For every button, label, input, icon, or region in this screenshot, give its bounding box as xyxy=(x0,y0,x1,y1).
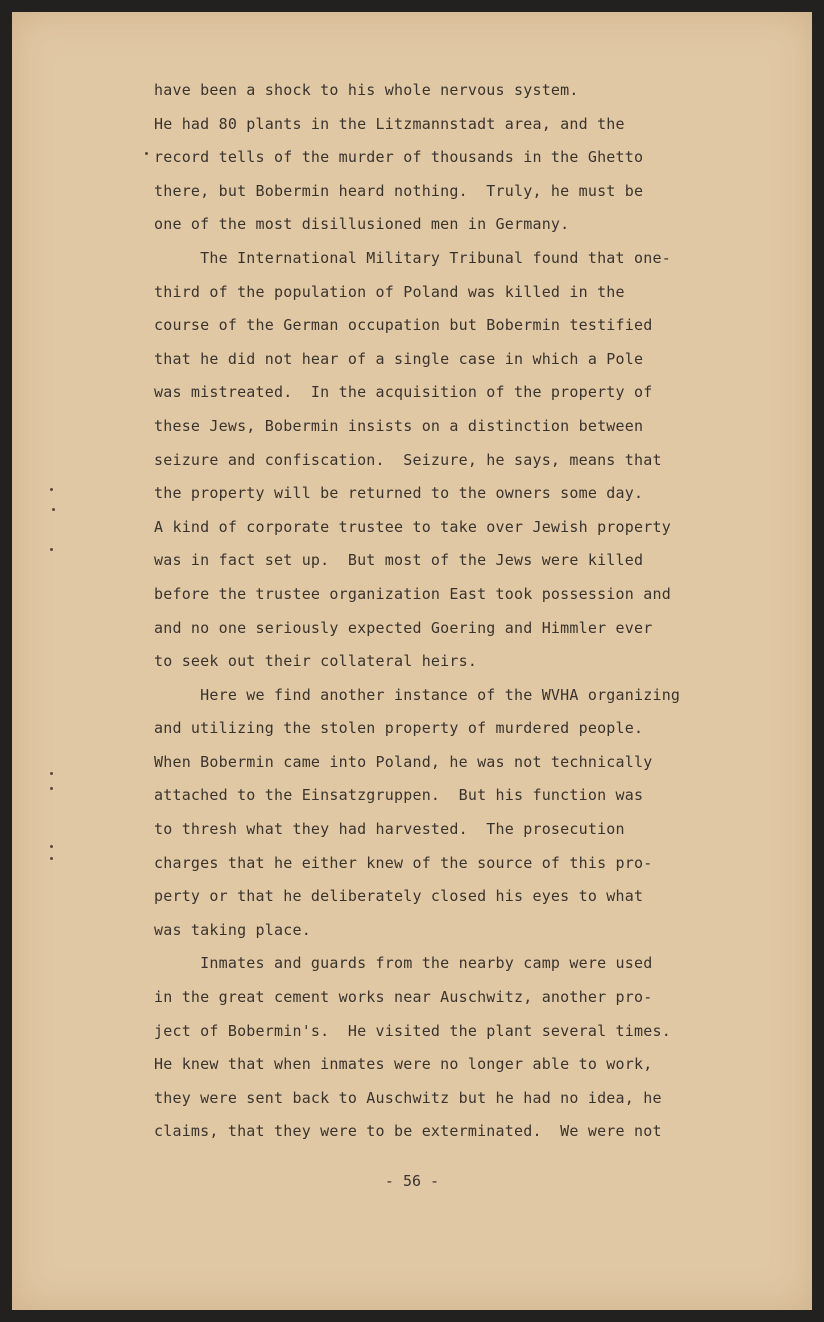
text-line: perty or that he deliberately closed his eyes to what xyxy=(154,887,644,906)
punch-mark xyxy=(52,508,55,511)
text-line: record tells of the murder of thousands in the Ghetto xyxy=(154,148,644,167)
text-line: and no one seriously expected Goering and Himmler ever xyxy=(154,618,653,637)
text-line: was taking place. xyxy=(154,920,311,939)
text-line: He knew that when inmates were no longer able to work, xyxy=(154,1055,653,1074)
text-line: these Jews, Bobermin insists on a distinction between xyxy=(154,416,644,435)
punch-mark xyxy=(145,152,148,155)
body-text xyxy=(154,74,754,1149)
punch-mark xyxy=(50,845,53,848)
text-line: A kind of corporate trustee to take over Jewish property xyxy=(154,517,671,536)
text-line: He had 80 plants in the Litzmannstadt area, and the xyxy=(154,114,625,133)
text-line: The International Military Tribunal found that one- xyxy=(154,248,671,267)
punch-mark xyxy=(50,488,53,491)
text-line: to seek out their collateral heirs. xyxy=(154,652,478,671)
text-line: was in fact set up. But most of the Jews were killed xyxy=(154,551,644,570)
text-line: have been a shock to his whole nervous system. xyxy=(154,81,579,99)
text-line: they were sent back to Auschwitz but he had no idea, he xyxy=(154,1088,662,1107)
text-line: claims, that they were to be exterminated. We were not xyxy=(154,1122,662,1141)
text-line: one of the most disillusioned men in Germany. xyxy=(154,215,570,234)
text-line: the property will be returned to the owners some day. xyxy=(154,484,644,503)
text-line: to thresh what they had harvested. The prosecution xyxy=(154,820,625,839)
text-line: in the great cement works near Auschwitz, another pro- xyxy=(154,988,653,1007)
text-line: there, but Bobermin heard nothing. Truly, he must be xyxy=(154,181,644,200)
text-line: seizure and confiscation. Seizure, he says, means that xyxy=(154,450,662,469)
text-line: that he did not hear of a single case in which a Pole xyxy=(154,349,644,368)
text-line: and utilizing the stolen property of murdered people. xyxy=(154,719,644,738)
text-line: Here we find another instance of the WVHA organizing xyxy=(154,685,681,704)
page-number: - 56 - xyxy=(384,1172,440,1190)
text-line: before the trustee organization East took possession and xyxy=(154,584,671,603)
punch-mark xyxy=(50,548,53,551)
text-line: ject of Bobermin's. He visited the plant several times. xyxy=(154,1021,671,1040)
text-line: charges that he either knew of the source of this pro- xyxy=(154,853,653,872)
text-line: course of the German occupation but Bobermin testified xyxy=(154,316,653,335)
punch-mark xyxy=(50,787,53,790)
text-line: third of the population of Poland was killed in the xyxy=(154,282,625,301)
punch-mark xyxy=(50,857,53,860)
text-line: attached to the Einsatzgruppen. But his function was xyxy=(154,786,644,805)
text-line: When Bobermin came into Poland, he was not technically xyxy=(154,752,653,771)
text-line: was mistreated. In the acquisition of the property of xyxy=(154,383,653,402)
punch-mark xyxy=(50,772,53,775)
text-line: Inmates and guards from the nearby camp were used xyxy=(154,954,653,973)
